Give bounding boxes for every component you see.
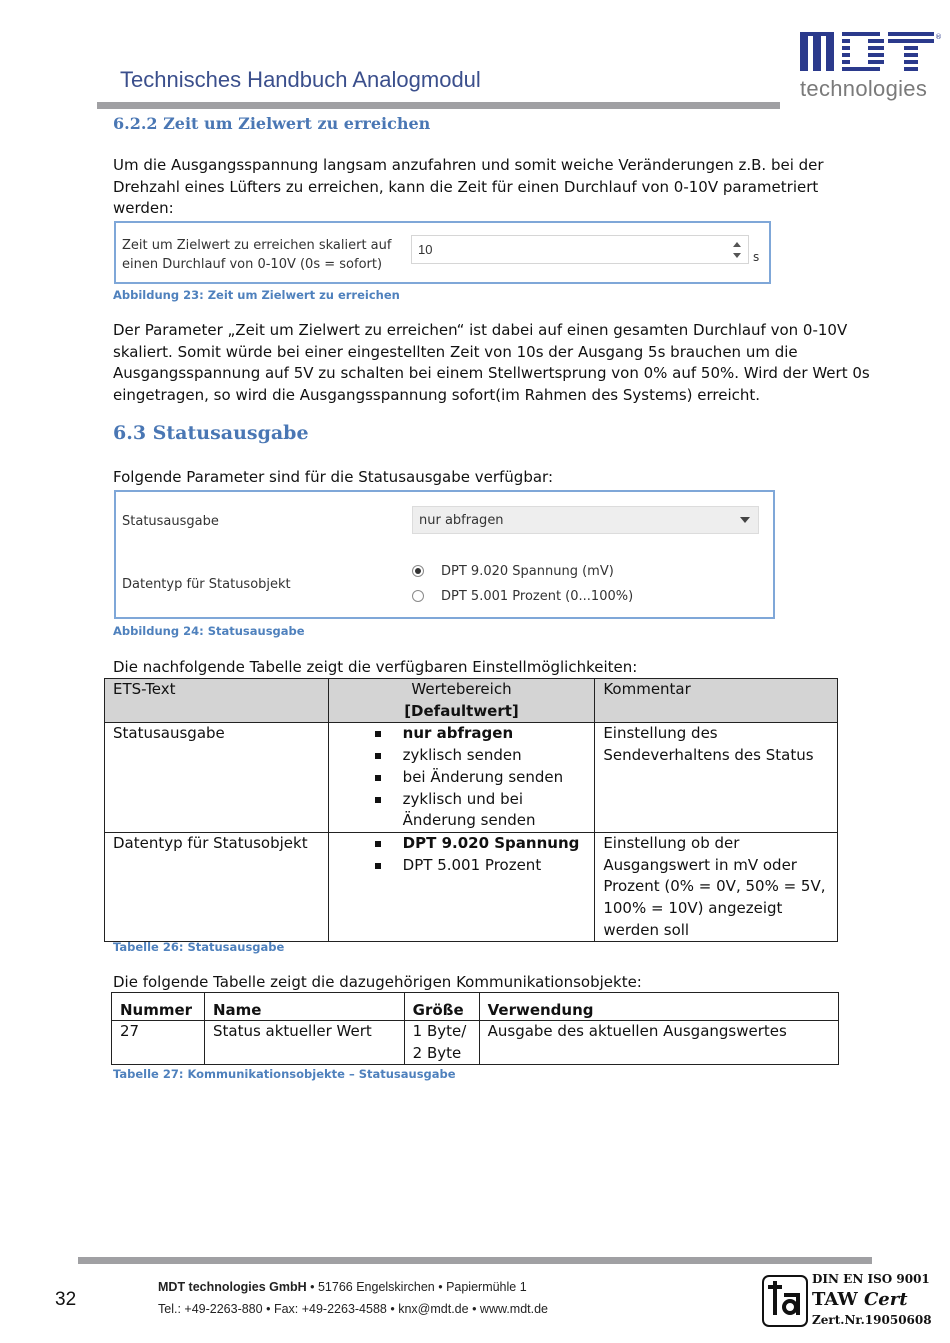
size-line: 2 Byte: [412, 1043, 462, 1062]
separator: •: [438, 1280, 447, 1294]
table-caption-27: Tabelle 27: Kommunikationsobjekte – Statusausgabe: [113, 1067, 456, 1081]
status-output-label: Statusausgabe: [122, 514, 219, 529]
explanation-paragraph: [113, 320, 873, 407]
cell-comment: Einstellung des Sendeverhaltens des Status: [595, 723, 838, 833]
phone: Tel.: +49-2263-880: [158, 1302, 263, 1316]
table-intro: Die nachfolgende Tabelle zeigt die verfügbaren Einstellmöglichkeiten:: [113, 658, 638, 676]
time-value: 10: [418, 242, 433, 257]
cert-taw-text: TAW: [812, 1289, 858, 1310]
cell-values: [328, 723, 595, 833]
size-line: 1 Byte/: [412, 1022, 467, 1040]
datatype-label: Datentyp für Statusobjekt: [122, 577, 291, 592]
section-heading-63: 6.3 Statusausgabe: [113, 422, 309, 444]
value-list: [337, 833, 587, 876]
cert-cert-text: Cert: [863, 1289, 908, 1310]
radio-button-selected[interactable]: [412, 565, 424, 577]
section-heading-622: 6.2.2 Zeit um Zielwert zu erreichen: [113, 114, 431, 133]
spin-arrows-icon[interactable]: [732, 240, 742, 260]
figure-caption-24: Abbildung 24: Statusausgabe: [113, 624, 305, 638]
communication-objects-table: [111, 992, 839, 1065]
cert-number: Zert.Nr.19050608: [812, 1313, 932, 1327]
header-verwendung: Verwendung: [479, 993, 838, 1021]
time-parameter-dialog: [114, 221, 771, 284]
header-nummer: Nummer: [112, 993, 205, 1021]
radio-label: DPT 9.020 Spannung (mV): [441, 564, 614, 579]
text-line: Ausgangsspannung auf 5V zu schalten bei einem Stellwertsprung von 0% auf 50%. Wird der Wert 0s: [113, 364, 870, 383]
list-item-default: nur abfragen: [375, 723, 587, 745]
document-title: Technisches Handbuch Analogmodul: [120, 67, 481, 92]
cell-groesse: [404, 1021, 479, 1065]
table-row: [105, 832, 838, 942]
logo-subtext: technologies: [800, 76, 928, 101]
company-name: MDT technologies GmbH: [158, 1280, 307, 1294]
fax: Fax: +49-2263-4588: [273, 1302, 387, 1316]
unit-label: s: [753, 250, 760, 264]
table-row: [112, 1021, 839, 1065]
header-line: Wertebereich: [411, 680, 512, 698]
list-item: DPT 5.001 Prozent: [375, 855, 587, 877]
cert-taw: [812, 1289, 908, 1310]
table-header-row: [105, 679, 838, 723]
text-line: Um die Ausgangsspannung langsam anzufahren und somit weiche Veränderungen z.B. bei der: [113, 156, 824, 174]
header-name: Name: [204, 993, 404, 1021]
status-intro: Folgende Parameter sind für die Statusausgabe verfügbar:: [113, 468, 554, 486]
text-line: Der Parameter „Zeit um Zielwert zu erreichen“ ist dabei auf einen gesamten Durchlauf von 0-10V: [113, 321, 848, 339]
email: knx@mdt.de: [398, 1302, 469, 1316]
cell-ets: Datentyp für Statusobjekt: [105, 832, 329, 942]
footer-address-line: [158, 1280, 527, 1294]
address-part: 51766 Engelskirchen: [317, 1280, 435, 1294]
table-header-row: [112, 993, 839, 1021]
separator: •: [390, 1302, 399, 1316]
status-output-value: nur abfragen: [419, 513, 504, 528]
table-row: [105, 723, 838, 833]
cell-ets: Statusausgabe: [105, 723, 329, 833]
separator: •: [472, 1302, 480, 1316]
registered-mark: ®: [935, 33, 942, 41]
radio-button[interactable]: [412, 590, 424, 602]
cell-name: Status aktueller Wert: [204, 1021, 404, 1065]
header-divider: [97, 102, 780, 109]
page-number: 32: [55, 1289, 77, 1310]
header-groesse: Größe: [404, 993, 479, 1021]
text-line: skaliert. Somit würde bei einer eingestellten Zeit von 10s der Ausgang 5s brauchen um die: [113, 342, 798, 361]
website: www.mdt.de: [479, 1302, 549, 1316]
list-item-default: DPT 9.020 Spannung: [375, 833, 587, 855]
time-parameter-label: [122, 236, 391, 274]
cell-values: [328, 832, 595, 942]
footer-contact-line: [158, 1302, 548, 1316]
value-list: [337, 723, 587, 832]
header-value-range: [328, 679, 595, 723]
address-part: Papiermühle 1: [446, 1280, 527, 1294]
settings-table: [104, 678, 838, 942]
header-line-default: [Defaultwert]: [404, 701, 519, 720]
text-line: Drehzahl eines Lüfters zu erreichen, kann die Zeit für einen Durchlauf von 0-10V parametriert: [113, 177, 819, 196]
table-caption-26: Tabelle 26: Statusausgabe: [113, 940, 285, 954]
list-item: bei Änderung senden: [375, 767, 587, 789]
separator: •: [266, 1302, 274, 1316]
separator: •: [310, 1280, 318, 1294]
list-item: zyklisch und bei Änderung senden: [375, 789, 587, 832]
com-table-intro: Die folgende Tabelle zeigt die dazugehörigen Kommunikationsobjekte:: [113, 973, 642, 991]
status-output-dropdown[interactable]: [412, 506, 759, 534]
text-line: werden:: [113, 199, 174, 218]
status-parameter-dialog: [114, 490, 775, 619]
intro-paragraph: [113, 155, 853, 220]
radio-label: DPT 5.001 Prozent (0...100%): [441, 589, 634, 604]
cert-iso: DIN EN ISO 9001: [812, 1272, 930, 1286]
cell-nummer: 27: [112, 1021, 205, 1065]
label-line: Zeit um Zielwert zu erreichen skaliert auf: [122, 238, 392, 253]
cell-comment: Einstellung ob der Ausgangswert in mV oder Prozent (0% = 0V, 50% = 5V, 100% = 10V) angezeigt werden soll: [595, 832, 838, 942]
text-line: eingetragen, so wird die Ausgangsspannung sofort(im Rahmen des Systems) erreicht.: [113, 386, 761, 405]
footer-divider: [78, 1257, 872, 1264]
list-item: zyklisch senden: [375, 745, 587, 767]
cell-verwendung: Ausgabe des aktuellen Ausgangswertes: [479, 1021, 838, 1065]
label-line: einen Durchlauf von 0-10V (0s = sofort): [122, 257, 383, 272]
chevron-down-icon: [740, 517, 750, 524]
taw-cert-emblem-icon: [762, 1275, 808, 1327]
header-comment: Kommentar: [595, 679, 838, 723]
header-ets-text: ETS-Text: [105, 679, 329, 723]
time-value-spinbox[interactable]: [411, 235, 749, 264]
figure-caption-23: Abbildung 23: Zeit um Zielwert zu erreichen: [113, 288, 400, 302]
